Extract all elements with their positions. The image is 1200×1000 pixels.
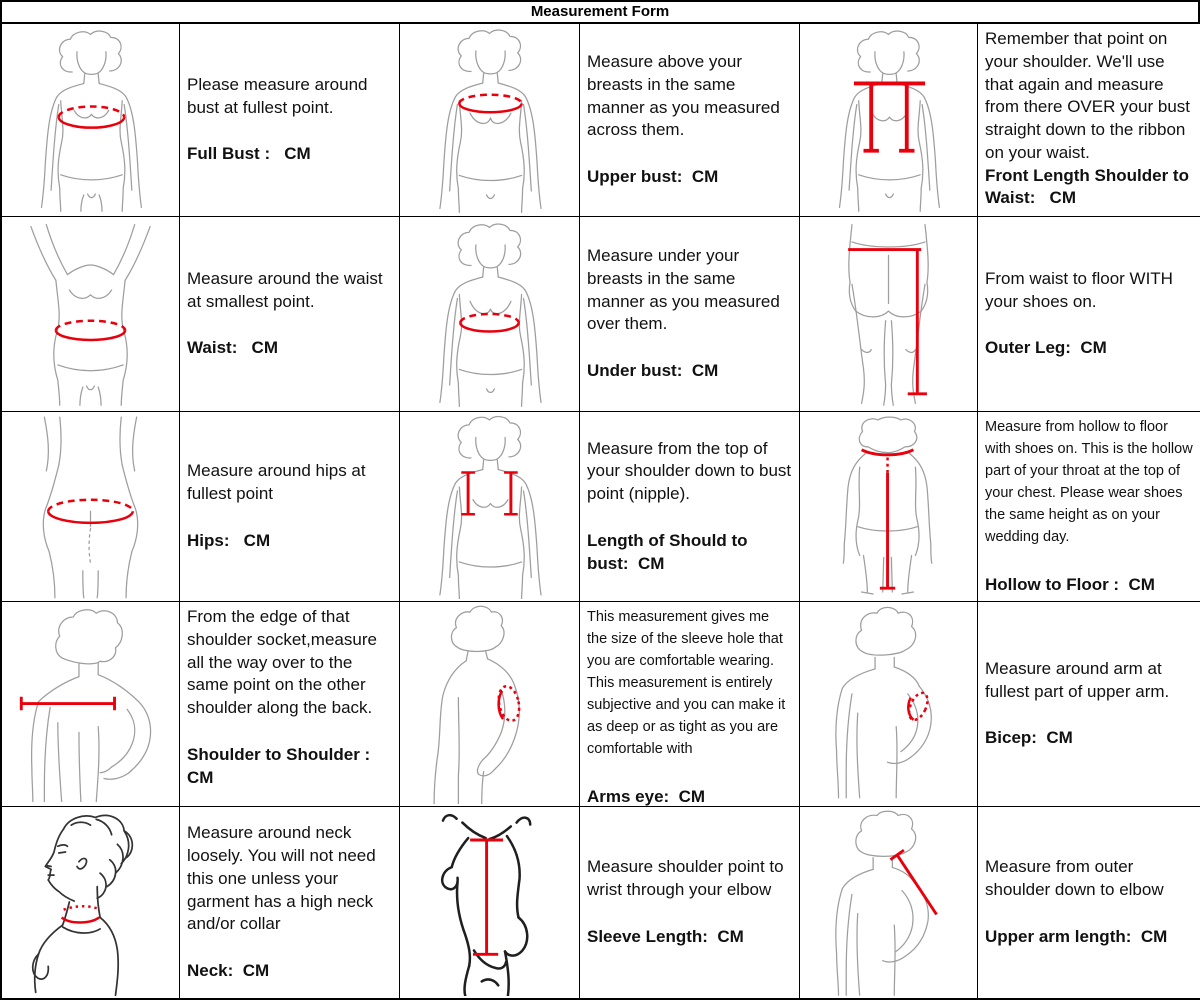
measurement-label: Hips: CM bbox=[187, 530, 271, 550]
measurement-cell-neck bbox=[180, 807, 400, 998]
figure-cell bbox=[800, 602, 978, 807]
figure-cell bbox=[2, 217, 180, 412]
measurement-cell-hips bbox=[180, 412, 400, 602]
measurement-label: Waist: CM bbox=[187, 338, 278, 358]
measurement-cell-shoulder-to-shoulder bbox=[180, 602, 400, 807]
figure-cell bbox=[2, 24, 180, 217]
measurement-cell-upper-bust bbox=[580, 24, 800, 217]
upper-arm-length-figure bbox=[802, 809, 975, 996]
waist-figure bbox=[4, 219, 177, 409]
measurement-label: Full Bust : CM bbox=[187, 144, 311, 164]
measurement-cell-sleeve-length bbox=[580, 807, 800, 998]
bicep-figure bbox=[802, 604, 975, 804]
measurement-description: From the edge of that shoulder socket,measure all the way over to the same point on the other shoulder along the back. bbox=[187, 607, 377, 718]
measurement-label: Arms eye: CM bbox=[587, 787, 706, 807]
measurement-description: Measure from hollow to floor with shoes on. This is the hollow part of your throat at the top of your chest. Please wear shoes the same height as on your wedding day. bbox=[985, 419, 1193, 546]
outer-leg-figure bbox=[802, 219, 975, 409]
measurement-label: Length of Should to bust: CM bbox=[587, 530, 753, 573]
measurement-label: Bicep: CM bbox=[985, 728, 1073, 748]
measurement-cell-arms-eye bbox=[580, 602, 800, 807]
measurement-label: Upper arm length: CM bbox=[985, 926, 1168, 946]
measurement-label: Sleeve Length: CM bbox=[587, 926, 744, 946]
measurement-cell-under-bust bbox=[580, 217, 800, 412]
measurement-description: Measure from the top of your shoulder down to bust point (nipple). bbox=[587, 438, 792, 504]
figure-cell bbox=[400, 412, 580, 602]
figure-cell bbox=[2, 807, 180, 998]
form-title: Measurement Form bbox=[2, 2, 1198, 24]
measurement-description: Measure around hips at fullest point bbox=[187, 461, 366, 504]
figure-cell bbox=[400, 24, 580, 217]
measurement-label: Under bust: CM bbox=[587, 361, 719, 381]
upper-bust-figure bbox=[402, 26, 577, 214]
measurement-cell-hollow-to-floor bbox=[978, 412, 1200, 602]
under-bust-figure bbox=[402, 219, 577, 409]
measurement-label: Hollow to Floor : CM bbox=[985, 575, 1155, 595]
figure-cell bbox=[800, 217, 978, 412]
figure-cell bbox=[400, 217, 580, 412]
measurement-label: Shoulder to Shoulder : CM bbox=[187, 744, 375, 787]
measurement-description: Measure shoulder point to wrist through your elbow bbox=[587, 857, 784, 900]
hips-figure bbox=[4, 414, 177, 599]
measurement-cell-upper-arm-length bbox=[978, 807, 1200, 998]
arms-eye-figure bbox=[402, 604, 577, 804]
measurement-label: Front Length Shoulder to Waist: CM bbox=[985, 165, 1194, 208]
measurement-label: Upper bust: CM bbox=[587, 167, 719, 187]
measurement-description: Measure under your breasts in the same manner as you measured over them. bbox=[587, 246, 780, 334]
measurement-description: Measure around the waist at smallest point. bbox=[187, 268, 383, 311]
measurement-cell-waist bbox=[180, 217, 400, 412]
measurement-grid bbox=[2, 24, 1198, 998]
shoulder-to-shoulder-figure bbox=[4, 604, 177, 804]
figure-cell bbox=[800, 807, 978, 998]
measurement-label: Neck: CM bbox=[187, 961, 270, 981]
figure-cell bbox=[800, 412, 978, 602]
measurement-cell-front-length bbox=[978, 24, 1200, 217]
figure-cell bbox=[400, 807, 580, 998]
front-length-shoulder-to-waist-figure bbox=[802, 26, 975, 214]
figure-cell bbox=[400, 602, 580, 807]
measurement-cell-full-bust bbox=[180, 24, 400, 217]
measurement-description: Please measure around bust at fullest point. bbox=[187, 74, 368, 117]
measurement-cell-outer-leg bbox=[978, 217, 1200, 412]
figure-cell bbox=[2, 602, 180, 807]
measurement-description: Measure above your breasts in the same manner as you measured across them. bbox=[587, 52, 780, 140]
figure-cell bbox=[2, 412, 180, 602]
measurement-description: From waist to floor WITH your shoes on. bbox=[985, 268, 1173, 311]
measurement-cell-shoulder-to-bust bbox=[580, 412, 800, 602]
measurement-description: Measure around arm at fullest part of upper arm. bbox=[985, 658, 1170, 701]
full-bust-figure bbox=[4, 26, 177, 214]
measurement-description: Measure from outer shoulder down to elbow bbox=[985, 857, 1164, 900]
shoulder-to-bust-figure bbox=[402, 414, 577, 599]
sleeve-length-figure bbox=[402, 809, 577, 996]
measurement-description: Measure around neck loosely. You will not need this one unless your garment has a high neck and/or collar bbox=[187, 823, 376, 934]
measurement-label: Outer Leg: CM bbox=[985, 338, 1107, 358]
neck-figure bbox=[4, 809, 177, 996]
measurement-description: This measurement gives me the size of the sleeve hole that you are comfortable wearing. This measurement is entirely subjective and you can make it as deep or as tight as you are comfortable with bbox=[587, 609, 786, 758]
hollow-to-floor-figure bbox=[802, 414, 975, 599]
measurement-cell-bicep bbox=[978, 602, 1200, 807]
figure-cell bbox=[800, 24, 978, 217]
measurement-description: Remember that point on your shoulder. We'll use that again and measure from there OVER your bust straight down to the ribbon on your waist. bbox=[985, 29, 1191, 162]
